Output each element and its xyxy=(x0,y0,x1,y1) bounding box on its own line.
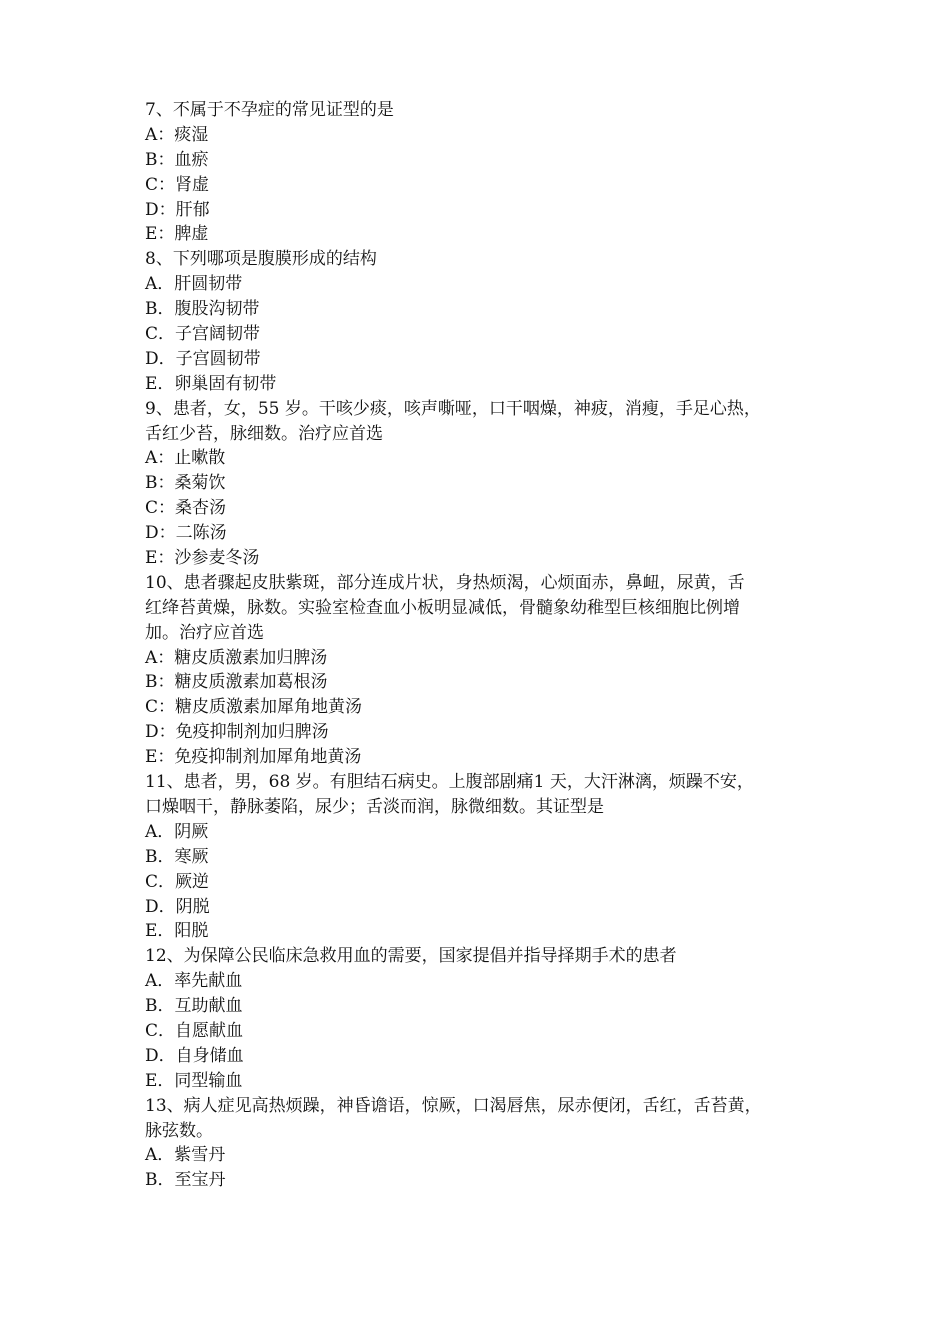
question-13-option-b: B．至宝丹 xyxy=(145,1170,226,1191)
question-11-option-b: B．寒厥 xyxy=(145,846,209,867)
question-11-option-e: E．阳脱 xyxy=(145,921,209,942)
question-10-option-b: B：糖皮质激素加葛根汤 xyxy=(145,672,328,693)
question-11-stem-line-2: 口燥咽干，静脉萎陷，尿少；舌淡而润，脉微细数。其证型是 xyxy=(145,796,604,817)
question-11-option-d: D．阴脱 xyxy=(145,896,210,917)
question-13-stem-line-1: 13、病人症见高热烦躁，神昏谵语，惊厥，口渴唇焦，尿赤便闭，舌红，舌苔黄， xyxy=(145,1095,762,1116)
question-10-stem-line-3: 加。治疗应首选 xyxy=(145,622,264,643)
question-9-option-d: D：二陈汤 xyxy=(145,523,227,544)
question-12-option-e: E．同型输血 xyxy=(145,1070,243,1091)
question-12-option-b: B．互助献血 xyxy=(145,996,243,1017)
question-12-option-d: D．自身储血 xyxy=(145,1045,244,1066)
question-9-option-b: B：桑菊饮 xyxy=(145,473,226,494)
question-13-stem-line-2: 脉弦数。 xyxy=(145,1120,213,1141)
question-9-stem-line-1: 9、患者，女，55 岁。干咳少痰，咳声嘶哑，口干咽燥，神疲，消瘦，手足心热， xyxy=(145,398,761,419)
question-7-option-c: C：肾虚 xyxy=(145,174,210,195)
question-10-option-e: E：免疫抑制剂加犀角地黄汤 xyxy=(145,747,362,768)
question-9-option-a: A：止嗽散 xyxy=(145,448,226,469)
question-8-option-c: C．子宫阔韧带 xyxy=(145,324,261,345)
question-11-stem-line-1: 11、患者，男，68 岁。有胆结石病史。上腹部剧痛1 天，大汗淋漓，烦躁不安， xyxy=(145,772,754,793)
question-12-option-c: C．自愿献血 xyxy=(145,1020,244,1041)
question-10-option-d: D：免疫抑制剂加归脾汤 xyxy=(145,722,329,743)
question-9-option-c: C：桑杏汤 xyxy=(145,498,227,519)
question-7-stem: 7、不属于不孕症的常见证型的是 xyxy=(145,100,394,120)
question-9-stem-line-2: 舌红少苔，脉细数。治疗应首选 xyxy=(145,423,383,444)
question-11-option-a: A．阴厥 xyxy=(145,821,209,842)
question-11-option-c: C．厥逆 xyxy=(145,871,210,892)
question-7-option-b: B：血瘀 xyxy=(145,149,209,170)
question-8-option-a: A．肝圆韧带 xyxy=(145,274,243,295)
question-12-option-a: A．率先献血 xyxy=(145,971,243,992)
question-7-option-e: E：脾虚 xyxy=(145,224,209,245)
question-10-stem-line-2: 红绛苔黄燥，脉数。实验室检查血小板明显减低，骨髓象幼稚型巨核细胞比例增 xyxy=(145,597,740,618)
question-10-option-a: A：糖皮质激素加归脾汤 xyxy=(145,647,328,668)
question-8-option-d: D．子宫圆韧带 xyxy=(145,348,261,369)
question-10-stem-line-1: 10、患者骤起皮肤紫斑，部分连成片状，身热烦渴，心烦面赤，鼻衄，尿黄，舌 xyxy=(145,572,745,593)
question-13-option-a: A．紫雪丹 xyxy=(145,1145,226,1166)
question-8-option-b: B．腹股沟韧带 xyxy=(145,299,260,320)
question-7-option-a: A：痰湿 xyxy=(145,124,209,145)
question-9-option-e: E：沙参麦冬汤 xyxy=(145,548,260,569)
question-7-option-d: D：肝郁 xyxy=(145,199,210,220)
document-page xyxy=(145,98,825,1193)
question-12-stem: 12、为保障公民临床急救用血的需要，国家提倡并指导择期手术的患者 xyxy=(145,946,677,967)
question-8-stem: 8、下列哪项是腹膜形成的结构 xyxy=(145,249,377,270)
question-8-option-e: E．卵巢固有韧带 xyxy=(145,373,277,394)
question-10-option-c: C：糖皮质激素加犀角地黄汤 xyxy=(145,697,363,718)
